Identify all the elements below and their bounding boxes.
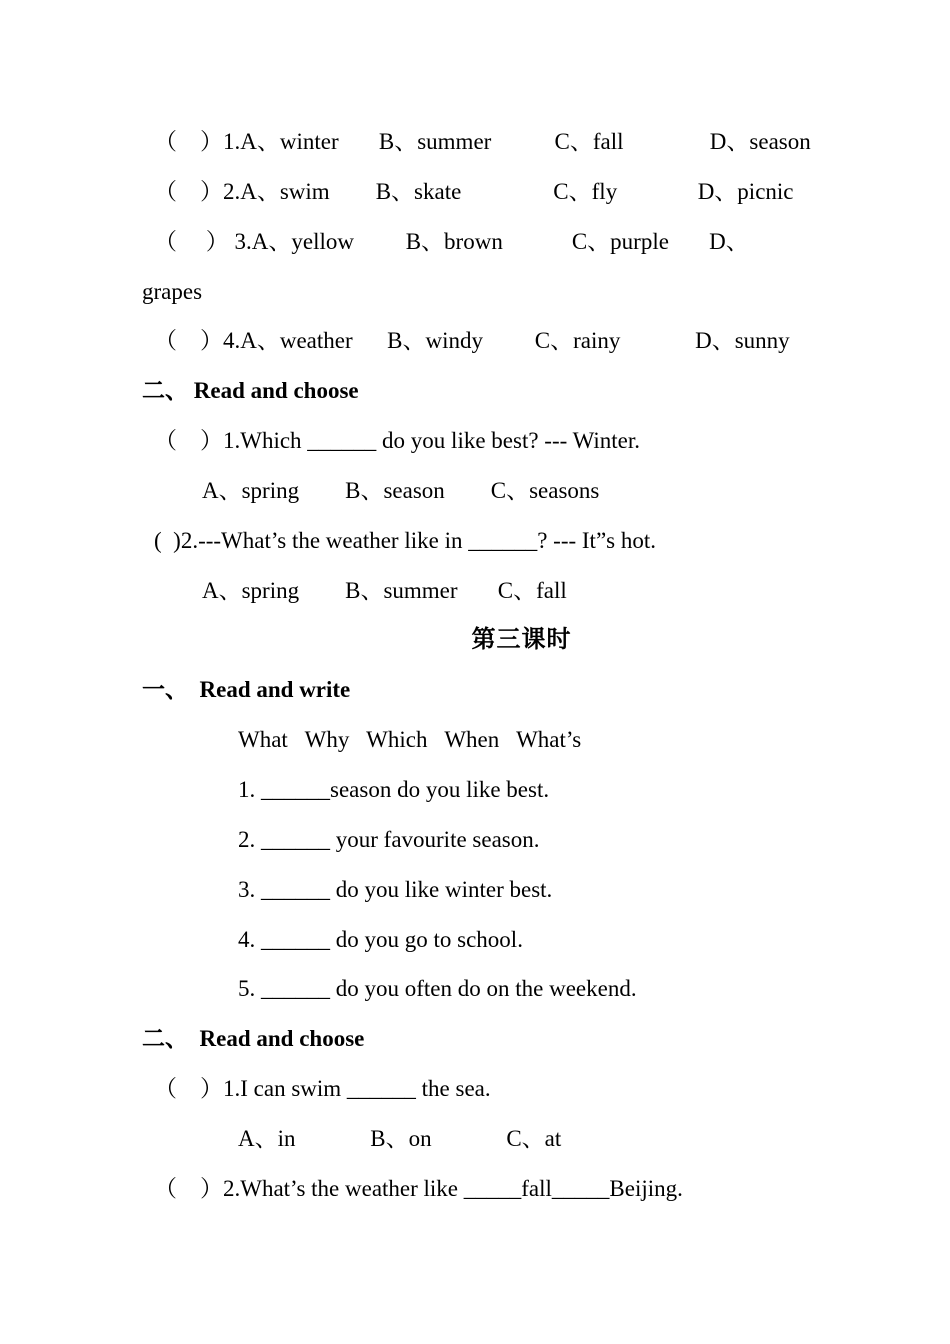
fill-blank-item-5: 5. ______ do you often do on the weekend. bbox=[238, 976, 637, 1002]
fill-blank-item-2: 2. ______ your favourite season. bbox=[238, 826, 540, 852]
choose2-question-1-options: A、in B、on C、at bbox=[238, 1125, 562, 1151]
choose1-question-2-options: A、spring B、summer C、fall bbox=[202, 577, 567, 603]
heading-read-and-write: 一、 Read and write bbox=[142, 677, 351, 703]
fill-blank-item-1: 1. ______season do you like best. bbox=[238, 776, 550, 802]
lesson-title: 第三课时 bbox=[471, 625, 572, 654]
choose2-question-1: （ ）1.I can swim ______ the sea. bbox=[154, 1076, 491, 1102]
choose1-question-1: （ ）1.Which ______ do you like best? --- Winter. bbox=[154, 428, 641, 454]
heading-read-and-choose-2: 二、 Read and choose bbox=[142, 1026, 365, 1052]
fill-blank-item-4: 4. ______ do you go to school. bbox=[238, 926, 523, 952]
heading-read-and-choose-1: 二、 Read and choose bbox=[142, 378, 359, 404]
choose1-question-1-options: A、spring B、season C、seasons bbox=[202, 477, 600, 503]
vocab-question-3-wrap: grapes bbox=[142, 278, 203, 304]
choose1-question-2: ( )2.---What’s the weather like in ______? --- It”s hot. bbox=[154, 527, 656, 553]
vocab-question-3: （ ） 3.A、yellow B、brown C、purple D、 bbox=[154, 228, 749, 254]
vocab-question-4: （ ）4.A、weather B、windy C、rainy D、sunny bbox=[154, 328, 790, 354]
vocab-question-1: （ ）1.A、winter B、summer C、fall D、season bbox=[154, 129, 811, 154]
word-bank: What Why Which When What’s bbox=[238, 727, 582, 753]
choose2-question-2: （ ）2.What’s the weather like _____fall_____Beijing. bbox=[154, 1175, 683, 1201]
vocab-question-2: （ ）2.A、swim B、skate C、fly D、picnic bbox=[154, 178, 794, 204]
fill-blank-item-3: 3. ______ do you like winter best. bbox=[238, 876, 553, 902]
